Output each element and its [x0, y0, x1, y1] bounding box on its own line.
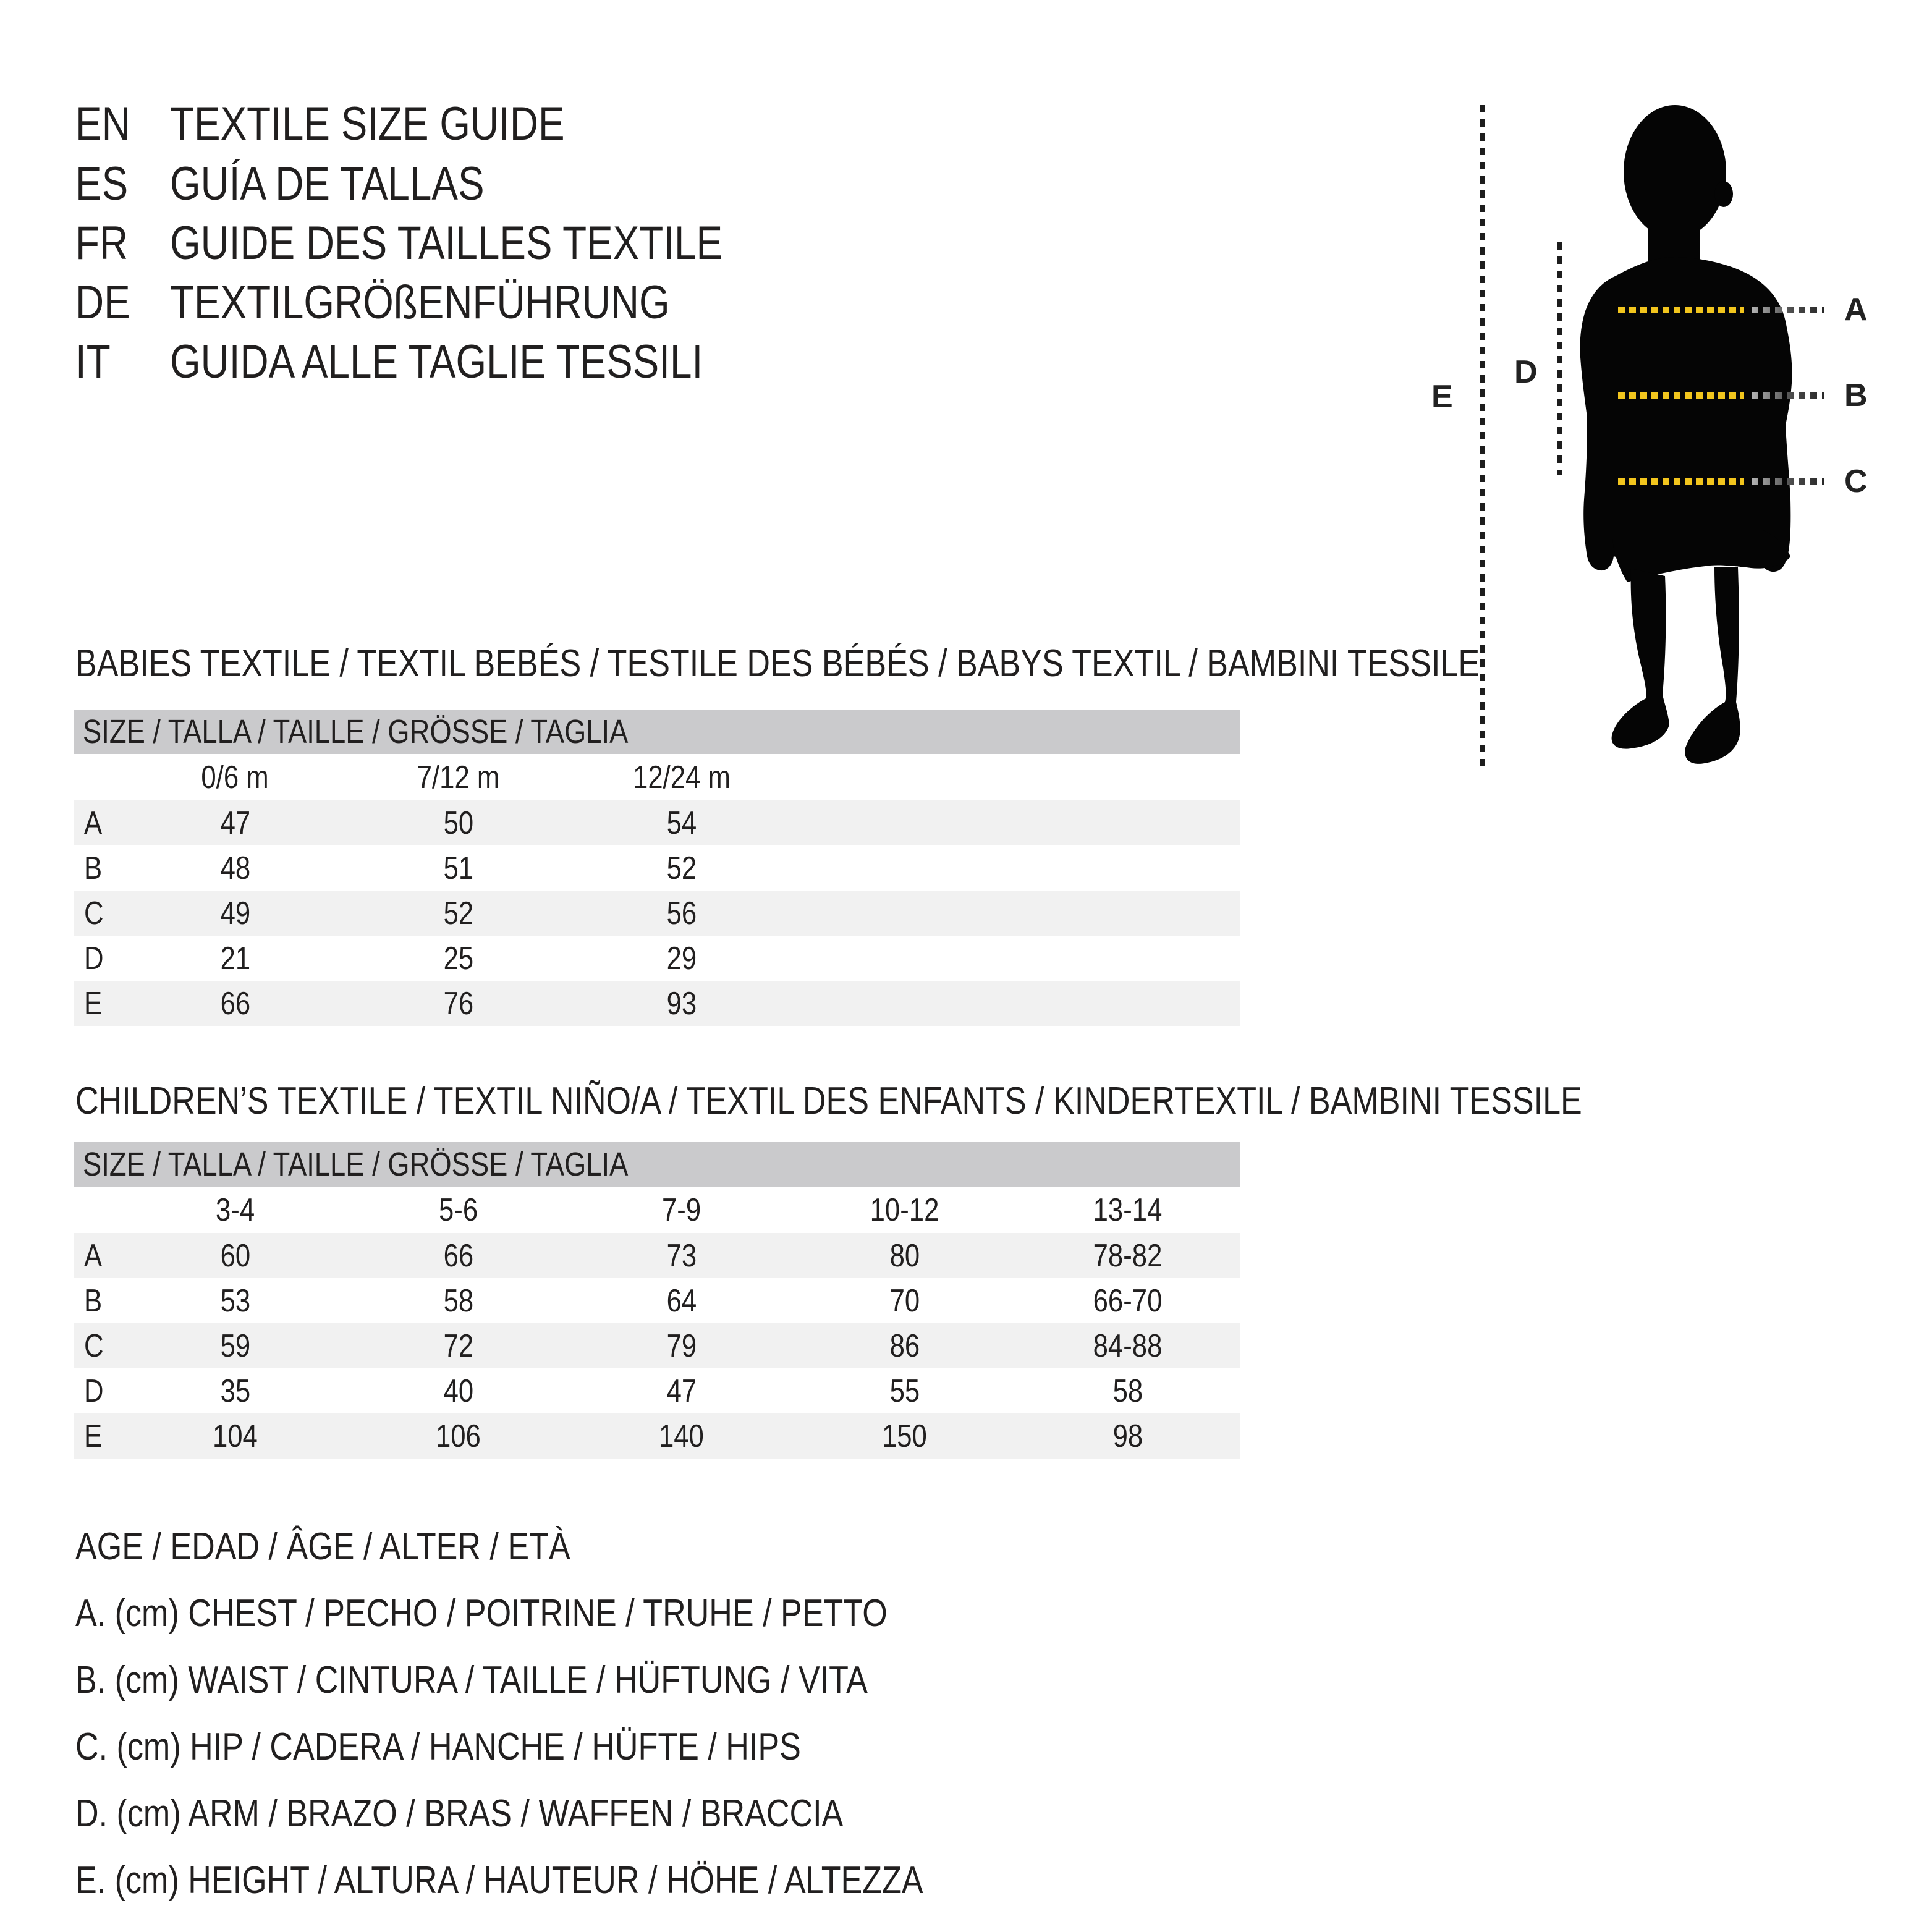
column-header: 5-6: [438, 1192, 478, 1228]
legend-line-waist: B. (cm) WAIST / CINTURA / TAILLE / HÜFTUNG / VITA: [75, 1658, 868, 1701]
table-cell: 66: [220, 985, 250, 1022]
row-label: B: [84, 1282, 103, 1319]
table-cell: 104: [213, 1418, 258, 1454]
table-cell: 59: [220, 1328, 250, 1364]
table-cell: 21: [220, 940, 250, 977]
column-header: 7/12 m: [417, 759, 500, 795]
column-header: 0/6 m: [201, 759, 269, 795]
table-cell: 66: [443, 1237, 473, 1274]
table-cell: 58: [443, 1282, 473, 1319]
column-header: 10-12: [870, 1192, 939, 1228]
babies-size-header-bar: [74, 710, 1240, 754]
children-size-header-bar: [74, 1142, 1240, 1187]
table-cell: 79: [666, 1328, 697, 1364]
children-column-header-row: [74, 1187, 1240, 1233]
table-row: [74, 1368, 1240, 1413]
table-cell: 98: [1112, 1418, 1143, 1454]
table-row: [74, 845, 1240, 891]
row-label: A: [84, 805, 103, 841]
table-cell: 50: [443, 805, 473, 841]
language-code: IT: [75, 335, 111, 388]
table-cell: 86: [889, 1328, 920, 1364]
table-cell: 47: [220, 805, 250, 841]
language-title: GUÍA DE TALLAS: [170, 157, 485, 210]
language-title: TEXTILGRÖßENFÜHRUNG: [170, 276, 670, 329]
figure-label-d: D: [1514, 354, 1538, 390]
table-cell: 52: [443, 895, 473, 931]
table-cell: 84-88: [1093, 1328, 1163, 1364]
table-row: [74, 936, 1240, 981]
figure-label-c: C: [1844, 464, 1868, 499]
row-label: A: [84, 1237, 103, 1274]
table-cell: 52: [666, 850, 697, 886]
table-cell: 66-70: [1093, 1282, 1163, 1319]
table-row: [74, 891, 1240, 936]
language-code: ES: [75, 157, 129, 210]
table-cell: 55: [889, 1373, 920, 1409]
table-cell: 51: [443, 850, 473, 886]
row-label: B: [84, 850, 103, 886]
table-cell: 53: [220, 1282, 250, 1319]
language-code: EN: [75, 97, 130, 150]
column-header: 13-14: [1093, 1192, 1163, 1228]
legend-line-height: E. (cm) HEIGHT / ALTURA / HAUTEUR / HÖHE / ALTEZZA: [75, 1858, 923, 1902]
legend-line-chest: A. (cm) CHEST / PECHO / POITRINE / TRUHE / PETTO: [75, 1591, 888, 1635]
legend-line-age: AGE / EDAD / ÂGE / ALTER / ETÀ: [75, 1525, 570, 1568]
table-cell: 60: [220, 1237, 250, 1274]
column-header: 12/24 m: [632, 759, 731, 795]
figure-label-a: A: [1844, 292, 1868, 328]
language-code: FR: [75, 216, 129, 269]
figure-label-b: B: [1844, 378, 1868, 413]
table-row: [74, 1278, 1240, 1323]
language-code: DE: [75, 276, 130, 329]
table-cell: 29: [666, 940, 697, 977]
language-title: GUIDE DES TAILLES TEXTILE: [170, 216, 723, 269]
table-cell: 58: [1112, 1373, 1143, 1409]
row-label: C: [84, 1328, 104, 1364]
table-cell: 78-82: [1093, 1237, 1163, 1274]
row-label: D: [84, 940, 104, 977]
table-cell: 140: [659, 1418, 704, 1454]
babies-section-title: [75, 643, 1747, 684]
table-cell: 49: [220, 895, 250, 931]
table-cell: 35: [220, 1373, 250, 1409]
table-row: [74, 800, 1240, 845]
table-cell: 64: [666, 1282, 697, 1319]
table-row: [74, 1323, 1240, 1368]
legend-line-hip: C. (cm) HIP / CADERA / HANCHE / HÜFTE / HIPS: [75, 1725, 801, 1768]
row-label: C: [84, 895, 104, 931]
table-cell: 80: [889, 1237, 920, 1274]
babies-column-header-row: [74, 754, 1240, 800]
table-cell: 72: [443, 1328, 473, 1364]
row-label: E: [84, 985, 103, 1022]
column-header: 7-9: [661, 1192, 701, 1228]
table-cell: 70: [889, 1282, 920, 1319]
table-row: [74, 1233, 1240, 1278]
table-cell: 93: [666, 985, 697, 1022]
table-cell: 106: [436, 1418, 481, 1454]
table-cell: 25: [443, 940, 473, 977]
children-size-header-text: SIZE / TALLA / TAILLE / GRÖSSE / TAGLIA: [83, 1146, 629, 1183]
table-cell: 40: [443, 1373, 473, 1409]
table-cell: 150: [882, 1418, 927, 1454]
babies-section-title-text: BABIES TEXTILE / TEXTIL BEBÉS / TESTILE DES BÉBÉS / BABYS TEXTIL / BAMBINI TESSILE: [75, 642, 1480, 685]
table-cell: 56: [666, 895, 697, 931]
table-cell: 76: [443, 985, 473, 1022]
table-row: [74, 1413, 1240, 1459]
row-label: D: [84, 1373, 104, 1409]
babies-size-header-text: SIZE / TALLA / TAILLE / GRÖSSE / TAGLIA: [83, 713, 629, 750]
figure-label-e: E: [1431, 379, 1453, 415]
language-title: GUIDA ALLE TAGLIE TESSILI: [170, 335, 703, 388]
legend-line-arm: D. (cm) ARM / BRAZO / BRAS / WAFFEN / BRACCIA: [75, 1792, 844, 1835]
column-header: 3-4: [215, 1192, 255, 1228]
table-row: [74, 981, 1240, 1026]
table-cell: 54: [666, 805, 697, 841]
table-cell: 73: [666, 1237, 697, 1274]
row-label: E: [84, 1418, 103, 1454]
language-title: TEXTILE SIZE GUIDE: [170, 97, 565, 150]
children-section-title: [75, 1080, 1869, 1121]
children-section-title-text: CHILDREN’S TEXTILE / TEXTIL NIÑO/A / TEXTIL DES ENFANTS / KINDERTEXTIL / BAMBINI TESSILE: [75, 1079, 1582, 1122]
table-cell: 48: [220, 850, 250, 886]
table-cell: 47: [666, 1373, 697, 1409]
